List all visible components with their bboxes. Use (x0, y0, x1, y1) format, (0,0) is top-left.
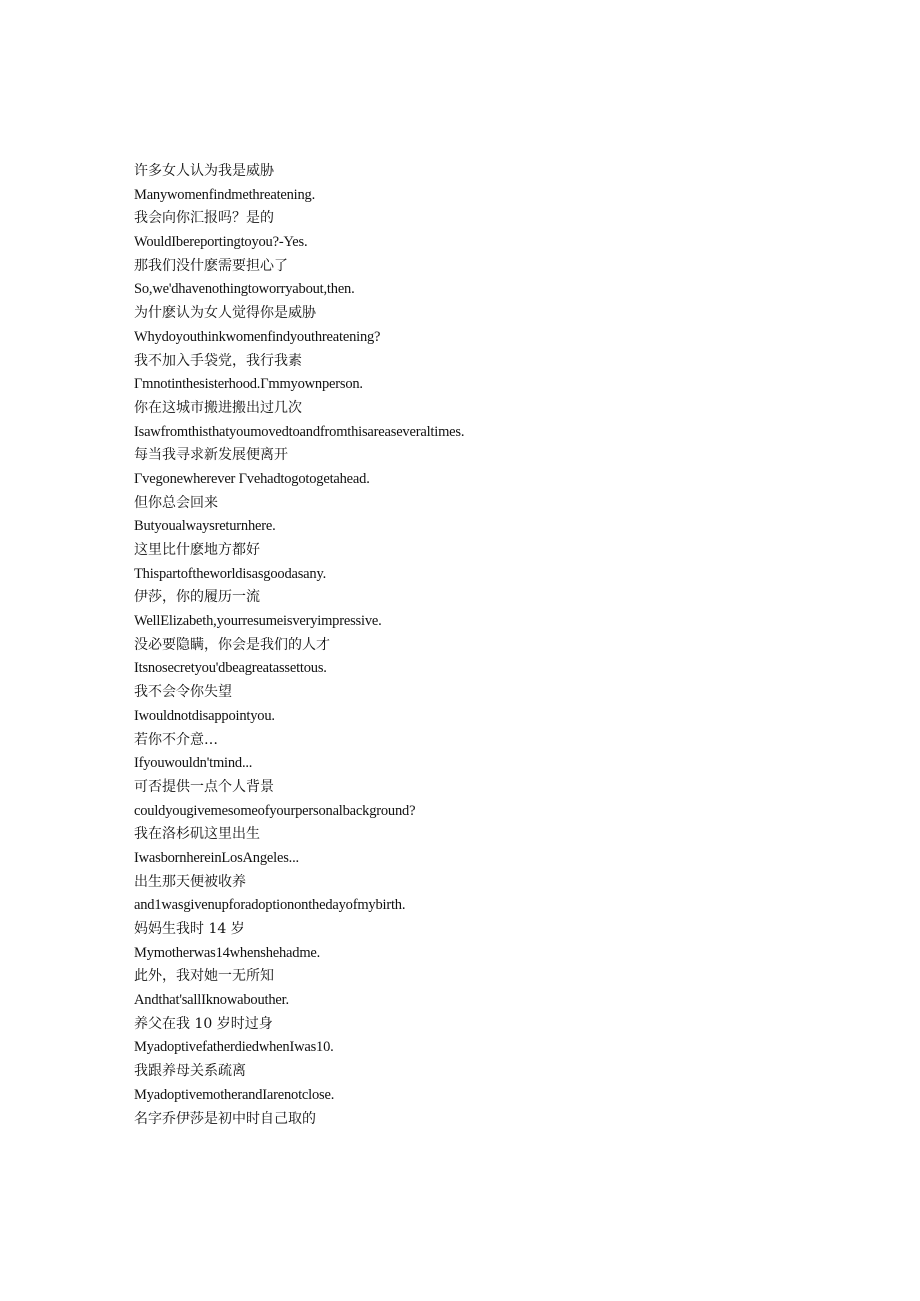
transcript-line-en: Thispartoftheworldisasgoodasany. (134, 565, 326, 582)
transcript-line-zh: 你在这城市搬进搬出过几次 (134, 399, 302, 416)
transcript-line-en: Itsnosecretyou'dbeagreatassettous. (134, 660, 327, 677)
transcript-line-en: couldyougivemesomeofyourpersonalbackground? (134, 802, 416, 819)
transcript-line-en: WouldIbereportingtoyou?-Yes. (134, 234, 308, 251)
transcript-line-zh: 没必要隐瞒，你会是我们的人才 (134, 636, 330, 653)
transcript-line-en: MyadoptivefatherdiedwhenIwas10. (134, 1039, 334, 1056)
transcript-line-en: Manywomenfindmethreatening. (134, 186, 316, 203)
transcript-line-en: Isawfromthisthatyoumovedtoandfromthisareaseveraltimes. (134, 423, 465, 440)
transcript-line-zh: 那我们没什麽需要担心了 (134, 257, 288, 274)
transcript-line-en: Iwouldnotdisappointyou. (134, 707, 275, 724)
transcript-line-zh: 养父在我 10 岁时过身 (134, 1015, 273, 1032)
transcript-line-en: Γmnotinthesisterhood.Γmmyownperson. (134, 376, 363, 393)
transcript-body (134, 160, 874, 1131)
transcript-line-en: Whydoyouthinkwomenfindyouthreatening? (134, 328, 381, 345)
transcript-line-zh: 出生那天便被收养 (134, 873, 246, 890)
transcript-line-zh: 为什麽认为女人觉得你是威胁 (134, 305, 316, 322)
transcript-line-en: Mymotherwas14whenshehadme. (134, 944, 321, 961)
transcript-line-en: IwasbornhereinLosAngeles... (134, 849, 299, 866)
transcript-line-zh: 伊莎，你的履历一流 (134, 589, 260, 606)
transcript-line-en: Γvegonewherever Γvehadtogotogetahead. (134, 470, 370, 487)
transcript-line-zh: 名字乔伊莎是初中时自己取的 (134, 1110, 316, 1127)
transcript-line-zh: 我会向你汇报吗？是的 (134, 210, 274, 227)
transcript-line-zh: 我不会令你失望 (134, 684, 232, 701)
transcript-line-zh: 我跟养母关系疏离 (134, 1063, 246, 1080)
transcript-line-en: WellElizabeth,yourresumeisveryimpressive. (134, 613, 382, 630)
transcript-line-en: Butyoualwaysreturnhere. (134, 518, 276, 535)
transcript-line-zh: 但你总会回来 (134, 494, 218, 511)
transcript-line-zh: 妈妈生我时 14 岁 (134, 921, 245, 937)
transcript-line-en: So,we'dhavenothingtoworryabout,then. (134, 281, 355, 298)
transcript-line-zh: 此外，我对她一无所知 (134, 968, 274, 985)
transcript-line-zh: 许多女人认为我是威胁 (134, 163, 274, 179)
transcript-line-zh: 这里比什麽地方都好 (134, 542, 260, 558)
transcript-line-en: and1wasgivenupforadoptiononthedayofmybirth. (134, 897, 406, 914)
transcript-line-zh: 每当我寻求新发展便离开 (134, 447, 288, 464)
transcript-line-zh: 若你不介意… (134, 731, 218, 748)
transcript-line-zh: 我在洛杉矶这里出生 (134, 826, 260, 843)
transcript-line-en: MyadoptivemotherandIarenotclose. (134, 1086, 335, 1103)
transcript-line-zh: 我不加入手袋党，我行我素 (134, 352, 302, 369)
transcript-line-en: Andthat'sallIknowabouther. (134, 992, 289, 1009)
transcript-line-zh: 可否提供一点个人背景 (134, 778, 274, 795)
transcript-line-en: Ifyouwouldn'tmind... (134, 755, 253, 772)
